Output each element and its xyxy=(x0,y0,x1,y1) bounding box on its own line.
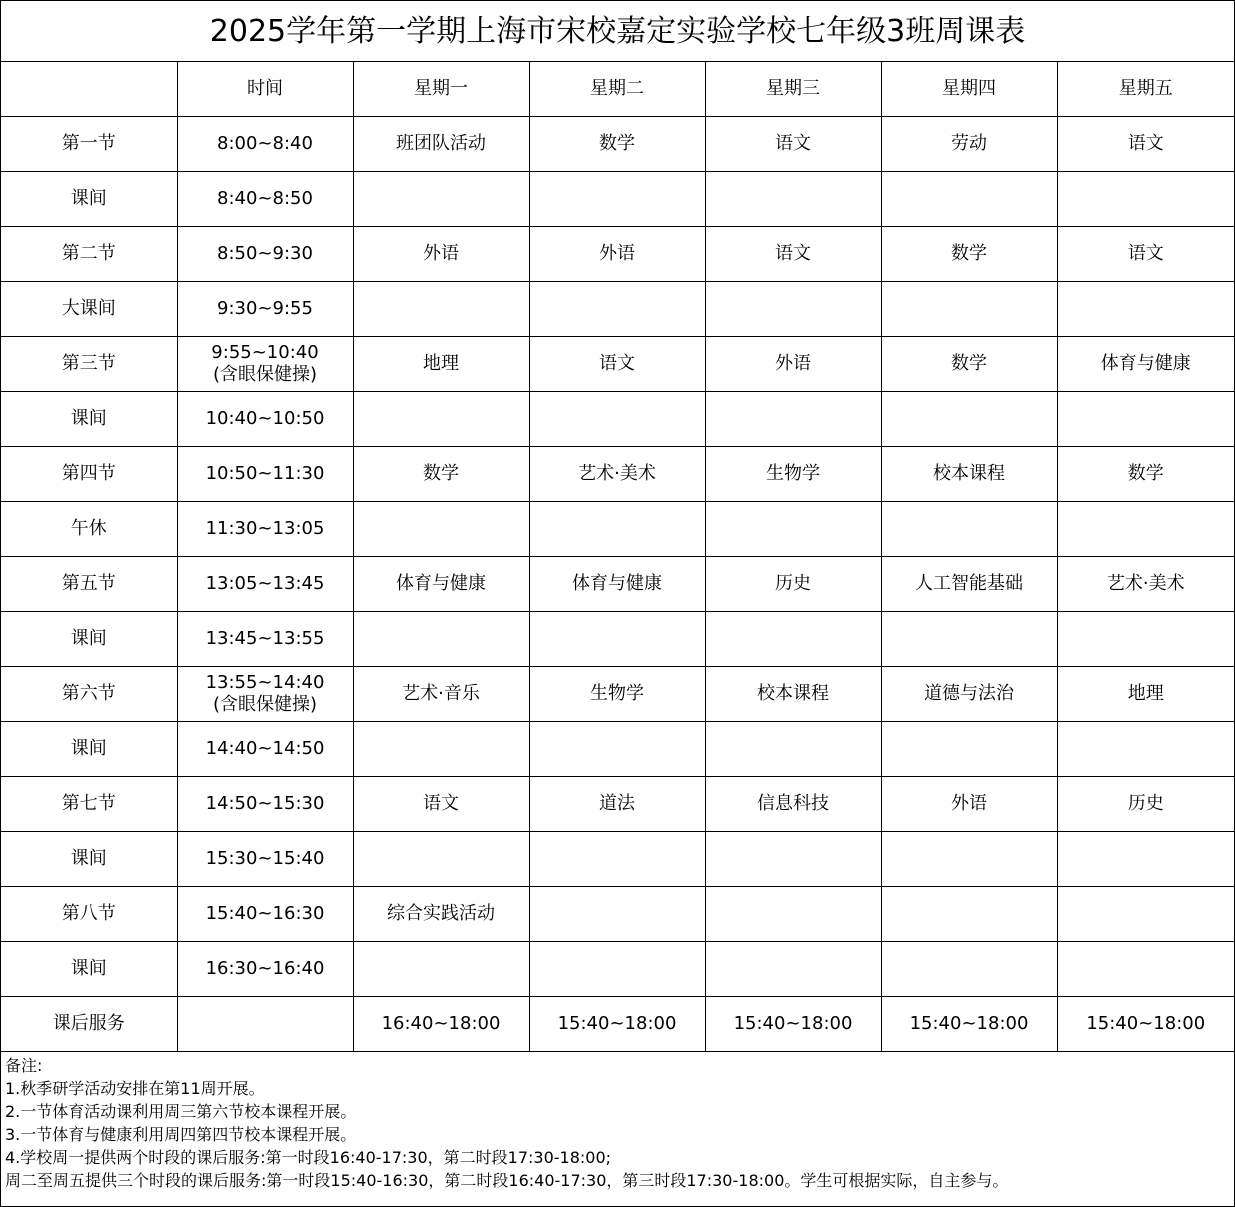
table-row xyxy=(1,392,1234,447)
table-row xyxy=(1,777,1234,832)
period-label: 课间 xyxy=(1,172,177,227)
period-time xyxy=(177,337,353,392)
cell-thursday xyxy=(881,502,1057,557)
period-label: 课间 xyxy=(1,832,177,887)
cell-thursday: 外语 xyxy=(881,777,1057,832)
period-time-range: 14:40~14:50 xyxy=(205,738,325,759)
cell-wednesday: 15:40~18:00 xyxy=(705,997,881,1052)
table-row xyxy=(1,612,1234,667)
period-time-range: 8:00~8:40 xyxy=(217,133,313,154)
cell-monday xyxy=(353,172,529,227)
period-time xyxy=(177,942,353,997)
cell-tuesday xyxy=(529,172,705,227)
header-time: 时间 xyxy=(177,62,353,117)
cell-tuesday xyxy=(529,392,705,447)
cell-friday: 语文 xyxy=(1057,117,1234,172)
period-time xyxy=(177,227,353,282)
period-label: 第四节 xyxy=(1,447,177,502)
cell-monday: 数学 xyxy=(353,447,529,502)
cell-thursday xyxy=(881,612,1057,667)
cell-thursday xyxy=(881,282,1057,337)
cell-thursday xyxy=(881,172,1057,227)
cell-wednesday: 语文 xyxy=(705,227,881,282)
notes-section xyxy=(1,1052,1234,1192)
header-day-friday: 星期五 xyxy=(1057,62,1234,117)
period-time-note: (含眼保健操) xyxy=(212,694,318,715)
period-label: 课间 xyxy=(1,722,177,777)
cell-monday xyxy=(353,282,529,337)
cell-wednesday: 信息科技 xyxy=(705,777,881,832)
table-row xyxy=(1,997,1234,1052)
cell-thursday xyxy=(881,392,1057,447)
table-row xyxy=(1,557,1234,612)
cell-tuesday xyxy=(529,942,705,997)
cell-monday: 语文 xyxy=(353,777,529,832)
cell-tuesday: 15:40~18:00 xyxy=(529,997,705,1052)
cell-friday: 15:40~18:00 xyxy=(1057,997,1234,1052)
cell-friday xyxy=(1057,942,1234,997)
period-time-range: 13:55~14:40 xyxy=(205,672,325,693)
cell-tuesday xyxy=(529,832,705,887)
cell-wednesday xyxy=(705,392,881,447)
cell-wednesday: 生物学 xyxy=(705,447,881,502)
period-label: 第六节 xyxy=(1,667,177,722)
table-row xyxy=(1,172,1234,227)
cell-monday: 班团队活动 xyxy=(353,117,529,172)
cell-monday xyxy=(353,722,529,777)
period-time xyxy=(177,832,353,887)
table-row xyxy=(1,227,1234,282)
cell-thursday: 劳动 xyxy=(881,117,1057,172)
cell-friday xyxy=(1057,502,1234,557)
table-row xyxy=(1,337,1234,392)
cell-wednesday xyxy=(705,722,881,777)
period-time-range: 13:05~13:45 xyxy=(205,573,325,594)
period-time-range: 14:50~15:30 xyxy=(205,793,325,814)
table-row xyxy=(1,942,1234,997)
cell-tuesday: 体育与健康 xyxy=(529,557,705,612)
period-label: 课间 xyxy=(1,392,177,447)
period-time-range: 13:45~13:55 xyxy=(205,628,325,649)
table-row xyxy=(1,502,1234,557)
cell-friday xyxy=(1057,392,1234,447)
period-time-range: 9:55~10:40 xyxy=(211,342,319,363)
notes-heading: 备注: xyxy=(5,1056,43,1075)
cell-monday: 综合实践活动 xyxy=(353,887,529,942)
header-row xyxy=(1,62,1234,117)
period-label: 第七节 xyxy=(1,777,177,832)
period-time-range: 11:30~13:05 xyxy=(205,518,325,539)
cell-friday: 地理 xyxy=(1057,667,1234,722)
period-time-range: 16:30~16:40 xyxy=(205,958,325,979)
period-time xyxy=(177,447,353,502)
cell-tuesday xyxy=(529,887,705,942)
cell-wednesday xyxy=(705,502,881,557)
table-row xyxy=(1,832,1234,887)
period-time-range: 15:40~16:30 xyxy=(205,903,325,924)
note-line: 2.一节体育活动课利用周三第六节校本课程开展。 xyxy=(5,1102,357,1121)
cell-wednesday: 历史 xyxy=(705,557,881,612)
note-line: 周二至周五提供三个时段的课后服务:第一时段15:40-16:30，第二时段16:40-17:30，第三时段17:30-18:00。学生可根据实际，自主参与。 xyxy=(5,1171,1009,1190)
period-label: 大课间 xyxy=(1,282,177,337)
cell-thursday xyxy=(881,942,1057,997)
period-time-range: 15:30~15:40 xyxy=(205,848,325,869)
period-label: 午休 xyxy=(1,502,177,557)
table-row xyxy=(1,667,1234,722)
cell-friday xyxy=(1057,832,1234,887)
cell-friday xyxy=(1057,887,1234,942)
table-row xyxy=(1,282,1234,337)
cell-thursday: 道德与法治 xyxy=(881,667,1057,722)
cell-wednesday xyxy=(705,282,881,337)
note-line: 3.一节体育与健康利用周四第四节校本课程开展。 xyxy=(5,1125,357,1144)
period-time xyxy=(177,887,353,942)
period-label: 第三节 xyxy=(1,337,177,392)
cell-friday xyxy=(1057,722,1234,777)
cell-tuesday xyxy=(529,722,705,777)
cell-wednesday xyxy=(705,942,881,997)
cell-friday: 体育与健康 xyxy=(1057,337,1234,392)
cell-monday: 外语 xyxy=(353,227,529,282)
period-label: 课后服务 xyxy=(1,997,177,1052)
cell-monday xyxy=(353,832,529,887)
cell-friday: 艺术·美术 xyxy=(1057,557,1234,612)
cell-wednesday xyxy=(705,172,881,227)
period-label: 课间 xyxy=(1,612,177,667)
cell-monday xyxy=(353,502,529,557)
cell-friday: 历史 xyxy=(1057,777,1234,832)
cell-monday xyxy=(353,942,529,997)
cell-tuesday xyxy=(529,282,705,337)
period-time xyxy=(177,557,353,612)
cell-tuesday xyxy=(529,502,705,557)
cell-wednesday: 校本课程 xyxy=(705,667,881,722)
header-day-monday: 星期一 xyxy=(353,62,529,117)
period-label: 课间 xyxy=(1,942,177,997)
cell-wednesday xyxy=(705,887,881,942)
header-day-thursday: 星期四 xyxy=(881,62,1057,117)
cell-wednesday: 外语 xyxy=(705,337,881,392)
period-time xyxy=(177,282,353,337)
cell-tuesday: 外语 xyxy=(529,227,705,282)
cell-thursday: 人工智能基础 xyxy=(881,557,1057,612)
period-time xyxy=(177,722,353,777)
period-label: 第八节 xyxy=(1,887,177,942)
table-row xyxy=(1,447,1234,502)
cell-monday: 16:40~18:00 xyxy=(353,997,529,1052)
table-row xyxy=(1,722,1234,777)
cell-wednesday: 语文 xyxy=(705,117,881,172)
period-label: 第二节 xyxy=(1,227,177,282)
period-time-note: (含眼保健操) xyxy=(212,364,318,385)
cell-thursday xyxy=(881,887,1057,942)
cell-friday: 数学 xyxy=(1057,447,1234,502)
period-label: 第五节 xyxy=(1,557,177,612)
cell-thursday xyxy=(881,832,1057,887)
cell-tuesday: 数学 xyxy=(529,117,705,172)
note-line: 4.学校周一提供两个时段的课后服务:第一时段16:40-17:30，第二时段17:30-18:00; xyxy=(5,1148,612,1167)
page-title: 2025学年第一学期上海市宋校嘉定实验学校七年级3班周课表 xyxy=(1,1,1234,62)
period-time-range: 10:40~10:50 xyxy=(205,408,325,429)
cell-thursday: 数学 xyxy=(881,337,1057,392)
cell-tuesday: 生物学 xyxy=(529,667,705,722)
period-time xyxy=(177,997,353,1052)
period-time-range: 10:50~11:30 xyxy=(205,463,325,484)
period-time xyxy=(177,502,353,557)
note-line: 1.秋季研学活动安排在第11周开展。 xyxy=(5,1079,265,1098)
cell-friday xyxy=(1057,172,1234,227)
cell-monday: 体育与健康 xyxy=(353,557,529,612)
cell-thursday: 数学 xyxy=(881,227,1057,282)
period-time-range: 8:50~9:30 xyxy=(217,243,313,264)
period-time xyxy=(177,392,353,447)
cell-wednesday xyxy=(705,832,881,887)
cell-monday: 艺术·音乐 xyxy=(353,667,529,722)
cell-wednesday xyxy=(705,612,881,667)
period-time xyxy=(177,117,353,172)
cell-tuesday xyxy=(529,612,705,667)
cell-friday xyxy=(1057,282,1234,337)
cell-monday xyxy=(353,392,529,447)
header-day-tuesday: 星期二 xyxy=(529,62,705,117)
period-time xyxy=(177,777,353,832)
cell-thursday: 校本课程 xyxy=(881,447,1057,502)
cell-friday xyxy=(1057,612,1234,667)
period-time xyxy=(177,612,353,667)
cell-tuesday: 艺术·美术 xyxy=(529,447,705,502)
cell-thursday xyxy=(881,722,1057,777)
cell-thursday: 15:40~18:00 xyxy=(881,997,1057,1052)
table-row xyxy=(1,117,1234,172)
header-corner xyxy=(1,62,177,117)
period-time-range: 9:30~9:55 xyxy=(217,298,313,319)
cell-friday: 语文 xyxy=(1057,227,1234,282)
period-label: 第一节 xyxy=(1,117,177,172)
cell-monday xyxy=(353,612,529,667)
cell-tuesday: 道法 xyxy=(529,777,705,832)
period-time-range: 8:40~8:50 xyxy=(217,188,313,209)
period-time xyxy=(177,667,353,722)
header-day-wednesday: 星期三 xyxy=(705,62,881,117)
period-time xyxy=(177,172,353,227)
cell-tuesday: 语文 xyxy=(529,337,705,392)
cell-monday: 地理 xyxy=(353,337,529,392)
timetable xyxy=(1,62,1234,1052)
table-row xyxy=(1,887,1234,942)
